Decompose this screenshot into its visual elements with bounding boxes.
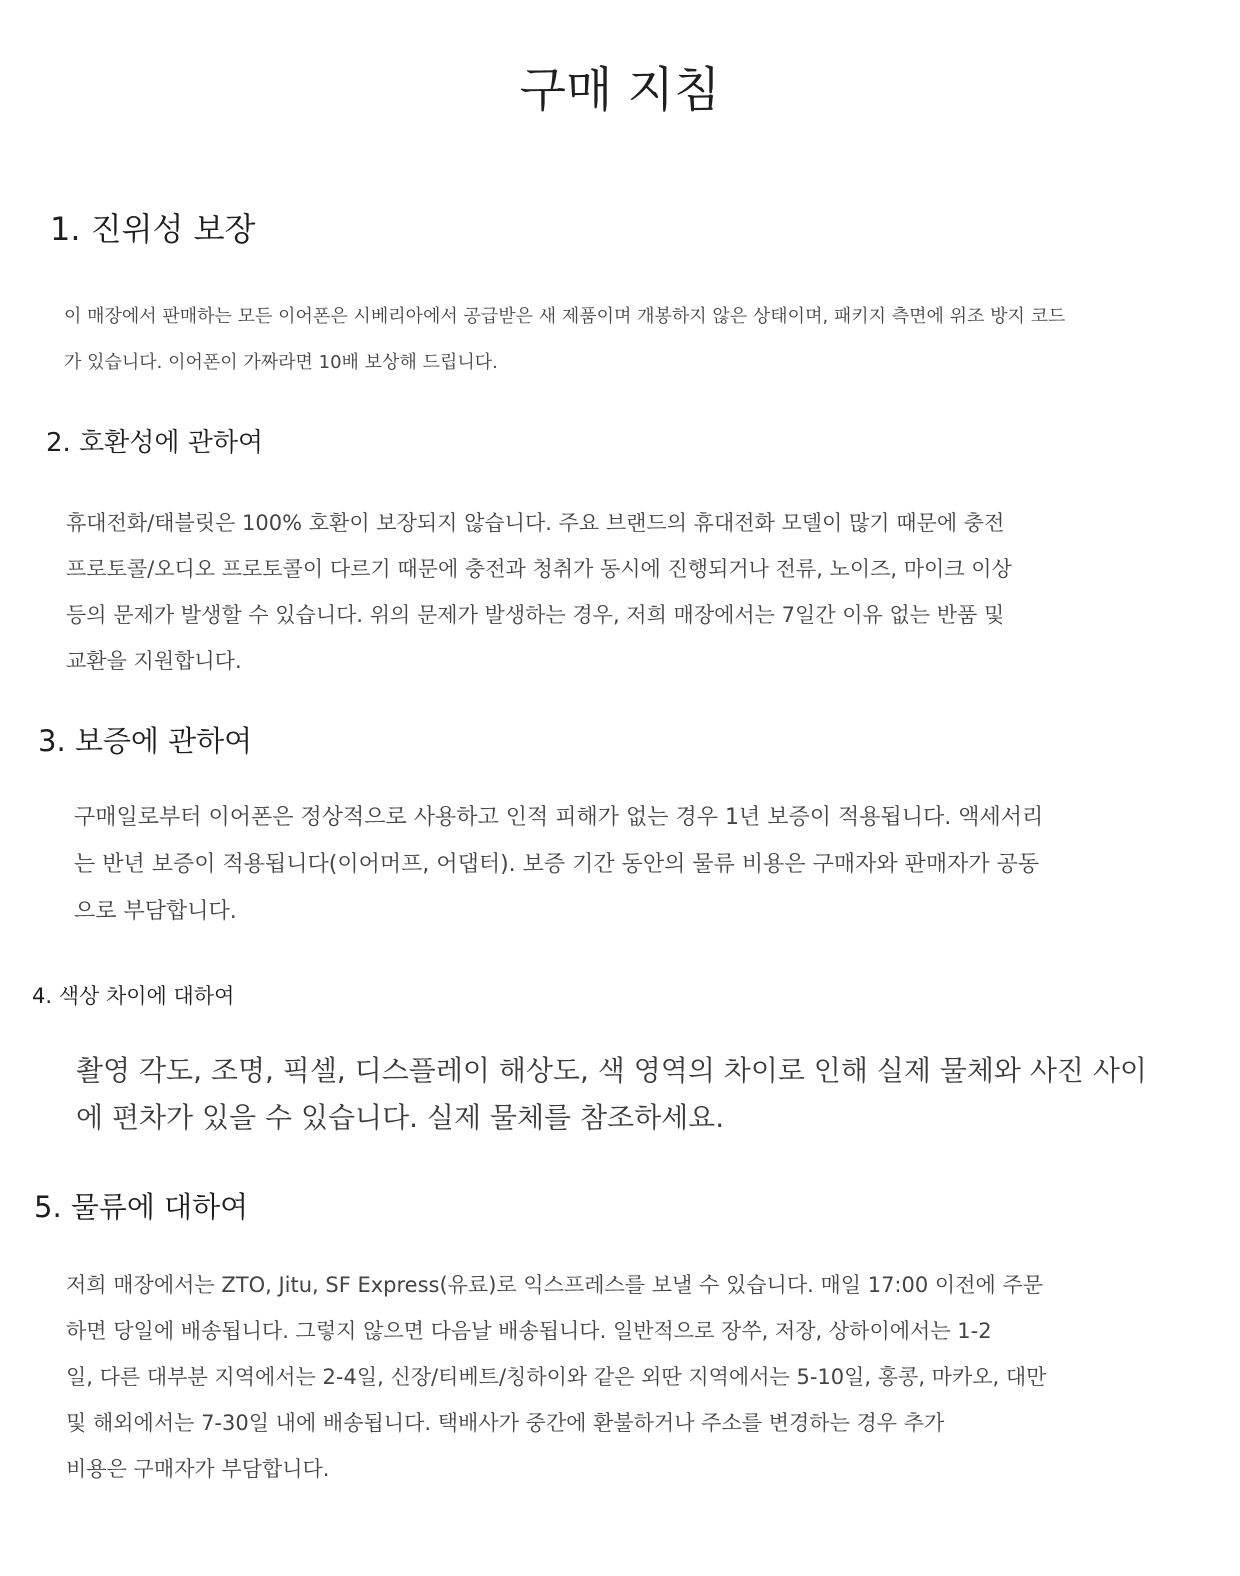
- body-line: 촬영 각도, 조명, 픽셀, 디스플레이 해상도, 색 영역의 차이로 인해 실제 물체와 사진 사이: [76, 1054, 1147, 1087]
- body-line: 일, 다른 대부분 지역에서는 2-4일, 신장/티베트/칭하이와 같은 외딴 지역에서는 5-10일, 홍콩, 마카오, 대만: [66, 1365, 1047, 1389]
- section-heading-authenticity: 1. 진위성 보장: [50, 210, 256, 248]
- body-line: 하면 당일에 배송됩니다. 그렇지 않으면 다음날 배송됩니다. 일반적으로 장쑤, 저장, 상하이에서는 1-2: [66, 1319, 992, 1343]
- body-line: 휴대전화/태블릿은 100% 호환이 보장되지 않습니다. 주요 브랜드의 휴대전화 모델이 많기 때문에 충전: [66, 511, 1005, 535]
- body-line: 구매일로부터 이어폰은 정상적으로 사용하고 인적 피해가 없는 경우 1년 보증이 적용됩니다. 액세서리: [74, 805, 1044, 830]
- section-body-color-difference: [76, 1047, 1147, 1141]
- body-line: 가 있습니다. 이어폰이 가짜라면 10배 보상해 드립니다.: [64, 352, 498, 373]
- section-heading-compatibility: 2. 호환성에 관하여: [46, 428, 264, 458]
- body-line: 및 해외에서는 7-30일 내에 배송됩니다. 택배사가 중간에 환불하거나 주소를 변경하는 경우 추가: [66, 1411, 945, 1435]
- section-heading-warranty: 3. 보증에 관하여: [38, 724, 253, 758]
- section-body-warranty: [74, 794, 1043, 935]
- body-line: 이 매장에서 판매하는 모든 이어폰은 시베리아에서 공급받은 새 제품이며 개봉하지 않은 상태이며, 패키지 측면에 위조 방지 코드: [64, 306, 1066, 327]
- body-line: 교환을 지원합니다.: [66, 649, 242, 673]
- page-title: 구매 지침: [519, 62, 721, 118]
- body-line: 으로 부담합니다.: [74, 899, 237, 924]
- section-heading-color-difference: 4. 색상 차이에 대하여: [32, 984, 235, 1008]
- body-line: 는 반년 보증이 적용됩니다(이어머프, 어댑터). 보증 기간 동안의 물류 비용은 구매자와 판매자가 공동: [74, 852, 1040, 877]
- body-line: 비용은 구매자가 부담합니다.: [66, 1457, 330, 1481]
- body-line: 등의 문제가 발생할 수 있습니다. 위의 문제가 발생하는 경우, 저희 매장에서는 7일간 이유 없는 반품 및: [66, 603, 1005, 627]
- section-body-compatibility: [66, 500, 1012, 684]
- section-body-logistics: [66, 1262, 1046, 1492]
- body-line: 에 편차가 있을 수 있습니다. 실제 물체를 참조하세요.: [76, 1101, 725, 1134]
- section-body-authenticity: [64, 294, 1065, 386]
- body-line: 저희 매장에서는 ZTO, Jitu, SF Express(유료)로 익스프레스를 보낼 수 있습니다. 매일 17:00 이전에 주문: [66, 1273, 1044, 1297]
- body-line: 프로토콜/오디오 프로토콜이 다르기 때문에 충전과 청취가 동시에 진행되거나 전류, 노이즈, 마이크 이상: [66, 557, 1012, 581]
- section-heading-logistics: 5. 물류에 대하여: [34, 1190, 249, 1224]
